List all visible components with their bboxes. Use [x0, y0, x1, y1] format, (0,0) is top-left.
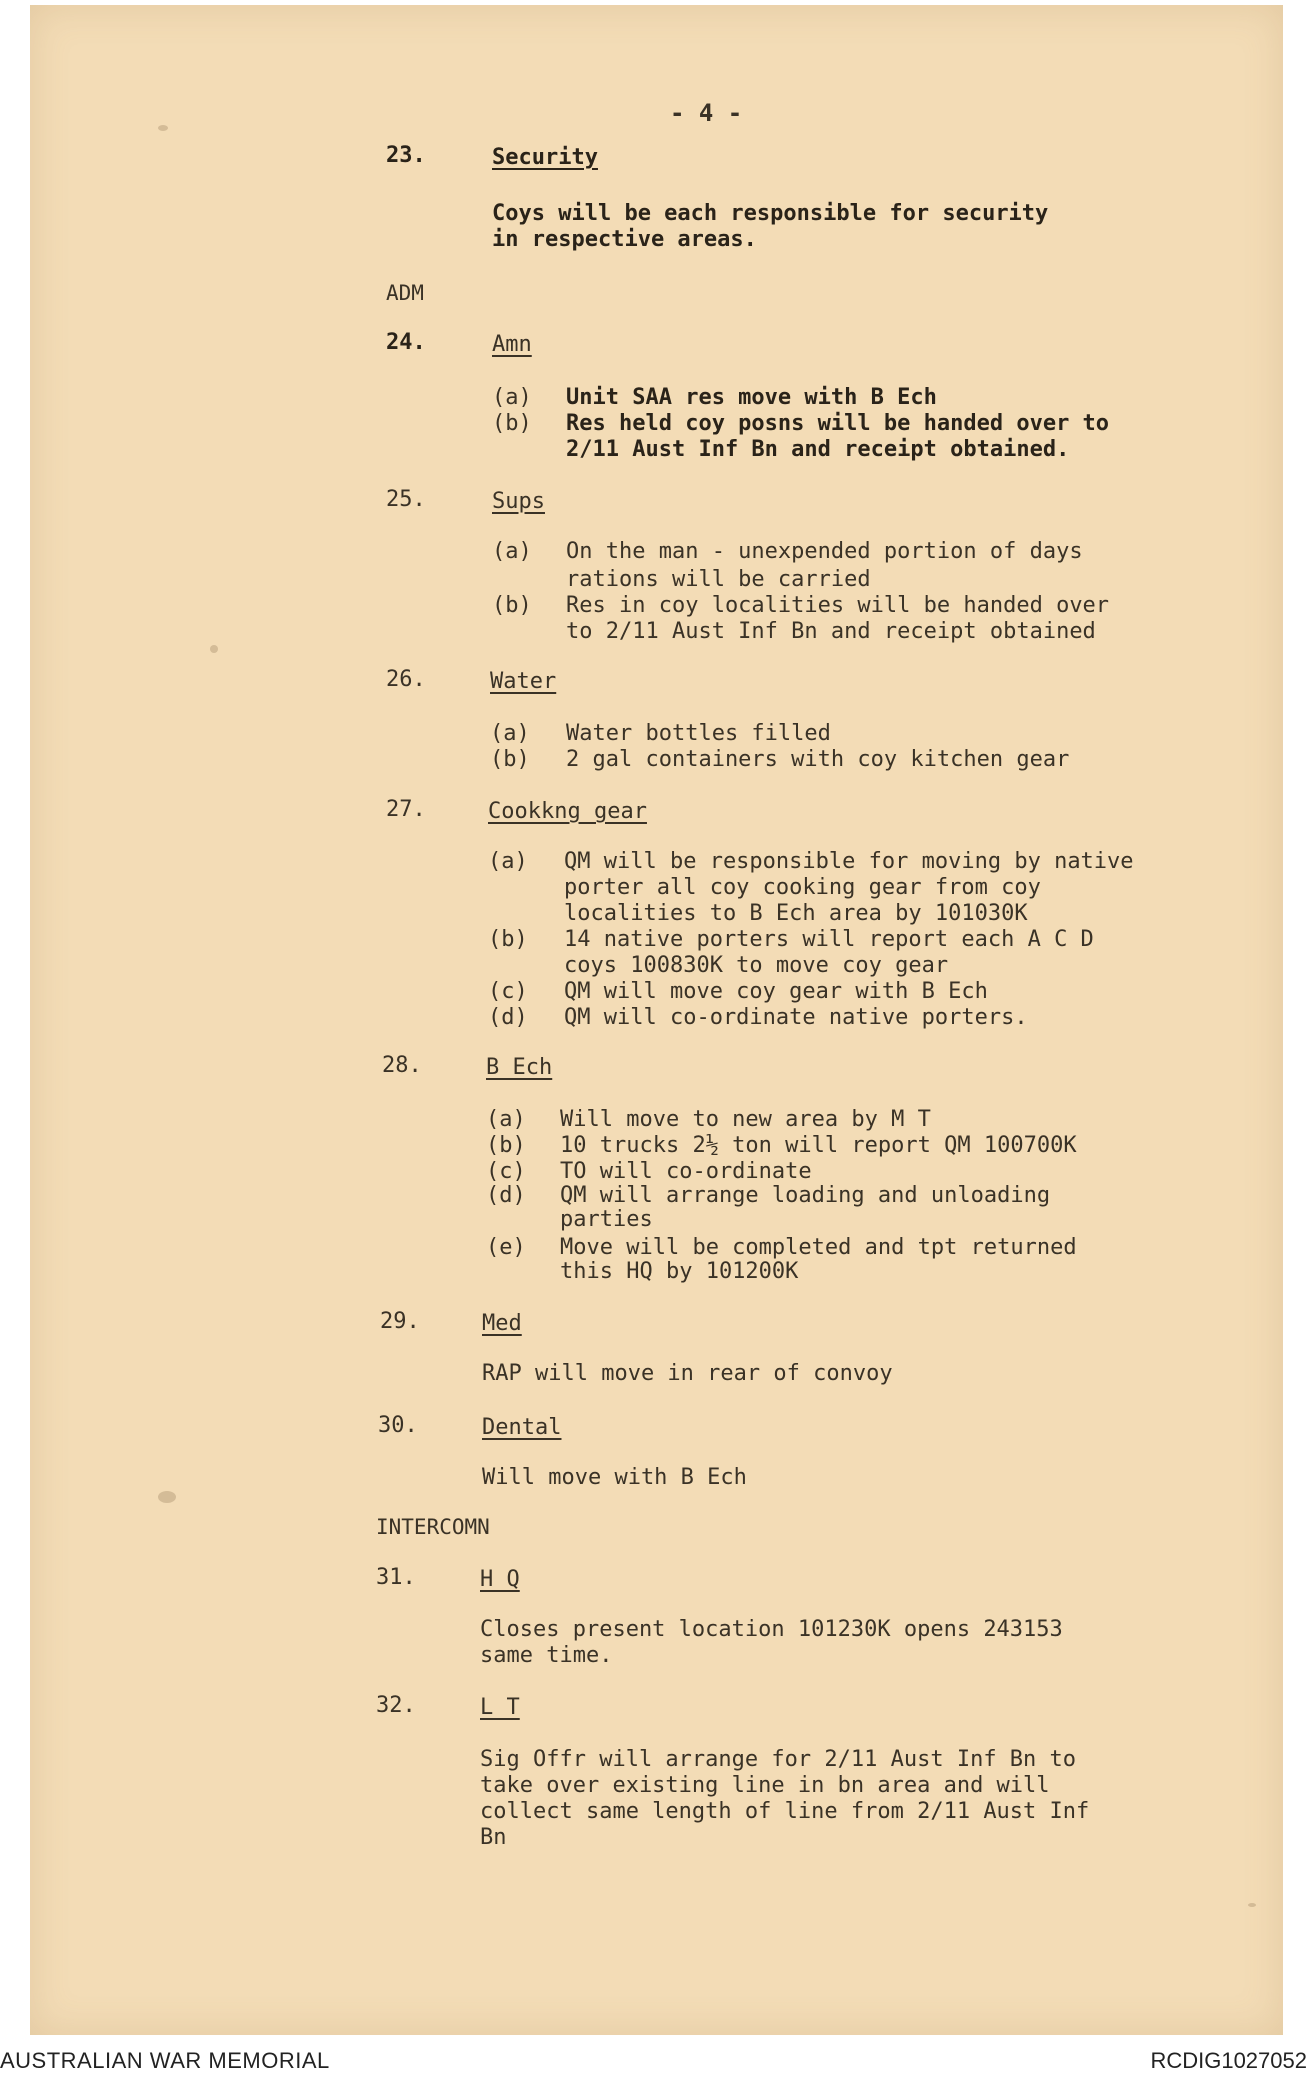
item-body-line: Coys will be each responsible for security [492, 201, 1049, 226]
sub-line: this HQ by 101200K [560, 1259, 799, 1284]
item-body-line: in respective areas. [492, 227, 757, 252]
item-body-line: Will move with B Ech [482, 1465, 747, 1490]
item-body-line: take over existing line in bn area and will [480, 1773, 1050, 1798]
sub-line: QM will arrange loading and unloading [560, 1183, 1051, 1208]
section-heading-adm: ADM [386, 281, 424, 305]
sub-line: QM will be responsible for moving by native [564, 849, 1134, 874]
item-heading-med: Med [482, 1311, 522, 1336]
sub-label: (b) [486, 1133, 526, 1158]
item-number: 31. [376, 1565, 416, 1590]
item-body-line: collect same length of line from 2/11 Aust Inf [480, 1799, 1090, 1824]
sub-label: (a) [488, 849, 528, 874]
sub-line: 10 trucks 2½ ton will report QM 100700K [560, 1133, 1077, 1158]
item-body-line: Bn [480, 1825, 507, 1850]
sub-line: Unit SAA res move with B Ech [566, 385, 937, 410]
sub-line: Will move to new area by M T [560, 1107, 931, 1132]
item-number: 24. [386, 330, 426, 355]
item-number: 29. [380, 1309, 420, 1334]
item-number: 28. [382, 1053, 422, 1078]
item-heading-cooking-gear: Cookkng gear [488, 799, 647, 824]
item-number: 32. [376, 1693, 416, 1718]
sub-line: rations will be carried [566, 567, 871, 592]
paper-speck [210, 645, 218, 653]
section-heading-intercomn: INTERCOMN [376, 1515, 490, 1539]
sub-label: (a) [490, 721, 530, 746]
sub-line: Res held coy posns will be handed over to [566, 411, 1110, 436]
item-heading-b-ech: B Ech [486, 1055, 553, 1080]
footer-source: AUSTRALIAN WAR MEMORIAL [0, 2048, 330, 2073]
sub-label: (b) [492, 411, 532, 436]
sub-label: (c) [488, 979, 528, 1004]
sub-line: TO will co-ordinate [560, 1159, 812, 1184]
item-heading-lt: L T [480, 1695, 520, 1720]
item-body-line: Sig Offr will arrange for 2/11 Aust Inf Bn to [480, 1747, 1077, 1772]
sub-label: (e) [486, 1235, 526, 1260]
sub-label: (a) [486, 1107, 526, 1132]
sub-line: 2/11 Aust Inf Bn and receipt obtained. [566, 437, 1070, 462]
item-body-line: same time. [480, 1643, 613, 1668]
sub-label: (b) [488, 927, 528, 952]
sub-line: to 2/11 Aust Inf Bn and receipt obtained [566, 619, 1096, 644]
item-heading-dental: Dental [482, 1415, 562, 1440]
sub-label: (d) [488, 1005, 528, 1030]
sub-line: QM will co-ordinate native porters. [564, 1005, 1028, 1030]
sub-label: (b) [490, 747, 530, 772]
paper-speck [158, 1491, 176, 1503]
sub-label: (d) [486, 1183, 526, 1208]
paper-speck [1248, 1903, 1256, 1907]
sub-label: (a) [492, 385, 532, 410]
item-heading-sups: Sups [492, 489, 545, 514]
sub-line: 2 gal containers with coy kitchen gear [566, 747, 1070, 772]
sub-line: 14 native porters will report each A C D [564, 927, 1094, 952]
sub-line: Res in coy localities will be handed over [566, 593, 1110, 618]
sub-line: localities to B Ech area by 101030K [564, 901, 1028, 926]
item-number: 26. [386, 667, 426, 692]
item-heading-hq: H Q [480, 1567, 520, 1592]
paper-speck [158, 125, 168, 131]
item-number: 30. [378, 1413, 418, 1438]
item-number: 27. [386, 797, 426, 822]
sub-label: (c) [486, 1159, 526, 1184]
sub-line: coys 100830K to move coy gear [564, 953, 949, 978]
sub-label: (a) [492, 539, 532, 564]
item-heading-security: Security [492, 145, 598, 170]
sub-line: QM will move coy gear with B Ech [564, 979, 988, 1004]
item-heading-amn: Amn [492, 332, 532, 357]
sub-line: On the man - unexpended portion of days [566, 539, 1083, 564]
sub-line: parties [560, 1207, 653, 1232]
sub-label: (b) [492, 593, 532, 618]
item-number: 23. [386, 143, 426, 168]
page-number: - 4 - [670, 99, 743, 127]
sub-line: Water bottles filled [566, 721, 831, 746]
footer-id: RCDIG1027052 [1150, 2048, 1307, 2073]
item-body-line: Closes present location 101230K opens 243153 [480, 1617, 1063, 1642]
item-number: 25. [386, 487, 426, 512]
item-body-line: RAP will move in rear of convoy [482, 1361, 893, 1386]
document-page [30, 5, 1283, 2035]
item-heading-water: Water [490, 669, 557, 694]
sub-line: porter all coy cooking gear from coy [564, 875, 1041, 900]
sub-line: Move will be completed and tpt returned [560, 1235, 1077, 1260]
